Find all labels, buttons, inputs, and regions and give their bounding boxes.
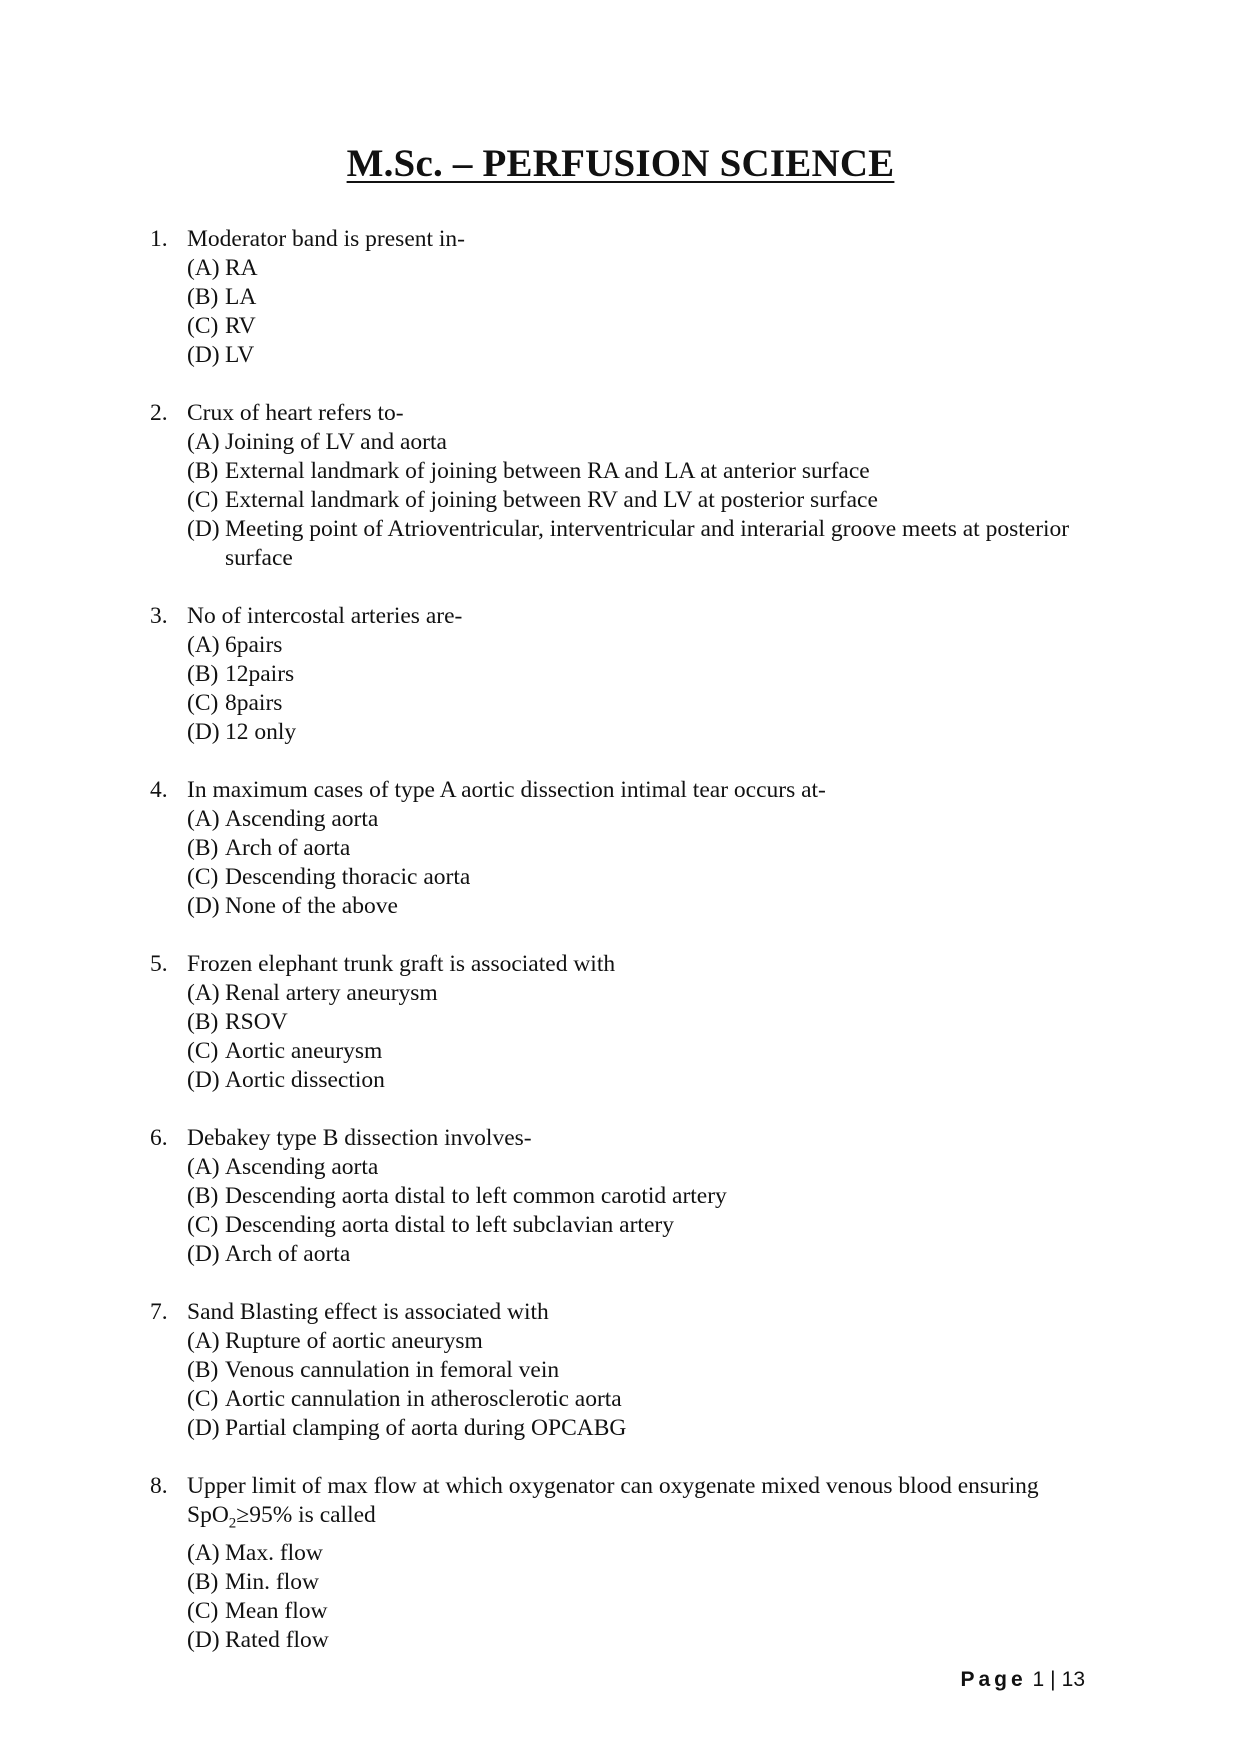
question-text: Sand Blasting effect is associated with <box>187 1299 549 1325</box>
option-letter: (D) <box>187 719 220 745</box>
question-number: 6. <box>150 1125 168 1151</box>
option-text: Renal artery aneurysm <box>225 980 438 1006</box>
option-b <box>150 283 1110 312</box>
option-text: 12pairs <box>225 661 295 687</box>
option-letter: (C) <box>187 690 219 716</box>
option-b <box>150 660 1110 689</box>
option-text: Aortic dissection <box>225 1067 385 1093</box>
option-letter: (A) <box>187 429 220 455</box>
option-letter: (C) <box>187 313 219 339</box>
option-b <box>150 457 1110 486</box>
option-text: Venous cannulation in femoral vein <box>225 1357 560 1383</box>
question-text: No of intercostal arteries are- <box>187 603 463 629</box>
option-text: Arch of aorta <box>225 835 351 861</box>
option-letter: (C) <box>187 1212 219 1238</box>
question-text <box>187 1472 1110 1539</box>
option-a <box>150 1539 1110 1568</box>
question-5 <box>150 950 1110 1095</box>
option-c <box>150 1037 1110 1066</box>
option-d <box>150 1066 1110 1095</box>
option-text: 8pairs <box>225 690 283 716</box>
question-text-main: Upper limit of max flow at which oxygenator can oxygenate mixed venous blood ensuring SpO <box>187 1473 1039 1528</box>
option-letter: (D) <box>187 1241 220 1267</box>
option-text: Arch of aorta <box>225 1241 351 1267</box>
page-title-text: M.Sc. – PERFUSION SCIENCE <box>346 142 895 185</box>
option-text: 12 only <box>225 719 297 745</box>
option-letter: (C) <box>187 864 219 890</box>
option-letter: (C) <box>187 1038 219 1064</box>
option-text: LV <box>225 342 255 368</box>
option-text: Rupture of aortic aneurysm <box>225 1328 483 1354</box>
option-text: Partial clamping of aorta during OPCABG <box>225 1415 627 1441</box>
option-text: 6pairs <box>225 632 283 658</box>
option-a <box>150 254 1110 283</box>
question-6 <box>150 1124 1110 1269</box>
option-text: RA <box>225 255 258 281</box>
option-letter: (B) <box>187 1183 219 1209</box>
option-d <box>150 1240 1110 1269</box>
page-label: Page <box>960 1668 1027 1691</box>
option-c <box>150 1211 1110 1240</box>
option-text: Rated flow <box>225 1626 329 1653</box>
option-d <box>150 341 1110 370</box>
page-footer <box>960 1668 1085 1692</box>
question-text: Crux of heart refers to- <box>187 400 404 426</box>
page-title <box>0 142 1241 186</box>
option-letter: (D) <box>187 516 220 542</box>
option-letter: (B) <box>187 661 219 687</box>
option-text: Descending thoracic aorta <box>225 864 471 890</box>
option-text: Meeting point of Atrioventricular, interventricular and interarial groove meets at posterior surface <box>225 516 1070 571</box>
option-a <box>150 805 1110 834</box>
option-text: Ascending aorta <box>225 806 379 832</box>
page-separator: | <box>1050 1668 1056 1691</box>
option-text: Max. flow <box>225 1539 323 1566</box>
option-text: None of the above <box>225 893 398 919</box>
option-letter: (A) <box>187 632 220 658</box>
question-number: 2. <box>150 400 168 426</box>
option-letter: (D) <box>187 342 220 368</box>
option-letter: (B) <box>187 1568 219 1595</box>
option-text: Descending aorta distal to left subclavian artery <box>225 1212 674 1238</box>
question-text: Frozen elephant trunk graft is associated with <box>187 951 616 977</box>
option-text: Min. flow <box>225 1568 319 1595</box>
option-letter: (D) <box>187 893 220 919</box>
question-list <box>150 225 1110 1684</box>
question-number: 7. <box>150 1299 168 1325</box>
option-a <box>150 428 1110 457</box>
option-letter: (D) <box>187 1415 220 1441</box>
option-d <box>150 515 1110 573</box>
total-pages: 13 <box>1061 1668 1085 1691</box>
option-b <box>150 1182 1110 1211</box>
option-letter: (B) <box>187 835 219 861</box>
option-c <box>150 312 1110 341</box>
option-c <box>150 486 1110 515</box>
question-text: In maximum cases of type A aortic dissection intimal tear occurs at- <box>187 777 826 803</box>
option-d <box>150 718 1110 747</box>
option-letter: (A) <box>187 1154 220 1180</box>
option-letter: (A) <box>187 1539 220 1566</box>
question-7 <box>150 1298 1110 1443</box>
question-number: 8. <box>150 1473 168 1499</box>
option-a <box>150 1153 1110 1182</box>
question-text: Moderator band is present in- <box>187 226 466 252</box>
question-text: Debakey type B dissection involves- <box>187 1125 532 1151</box>
option-text: Aortic aneurysm <box>225 1038 383 1064</box>
option-a <box>150 631 1110 660</box>
question-1 <box>150 225 1110 370</box>
option-text: External landmark of joining between RA and LA at anterior surface <box>225 458 870 484</box>
question-8 <box>150 1472 1110 1655</box>
option-b <box>150 1008 1110 1037</box>
option-letter: (B) <box>187 458 219 484</box>
option-d <box>150 892 1110 921</box>
option-text: Ascending aorta <box>225 1154 379 1180</box>
option-letter: (C) <box>187 1386 219 1412</box>
option-text: LA <box>225 284 257 310</box>
question-text-end: ≥95% is called <box>236 1502 376 1528</box>
option-text: RSOV <box>225 1009 288 1035</box>
option-letter: (A) <box>187 255 220 281</box>
option-letter: (A) <box>187 980 220 1006</box>
option-text: Joining of LV and aorta <box>225 429 447 455</box>
question-4 <box>150 776 1110 921</box>
option-letter: (A) <box>187 1328 220 1354</box>
option-letter: (D) <box>187 1626 220 1653</box>
option-c <box>150 689 1110 718</box>
option-c <box>150 1597 1110 1626</box>
question-number: 1. <box>150 226 168 252</box>
question-3 <box>150 602 1110 747</box>
option-text: RV <box>225 313 256 339</box>
option-c <box>150 863 1110 892</box>
option-a <box>150 979 1110 1008</box>
option-letter: (B) <box>187 1009 219 1035</box>
option-letter: (C) <box>187 487 219 513</box>
option-letter: (C) <box>187 1597 219 1624</box>
question-2 <box>150 399 1110 573</box>
option-text: Mean flow <box>225 1597 328 1624</box>
option-text: Aortic cannulation in atherosclerotic aorta <box>225 1386 622 1412</box>
option-b <box>150 1356 1110 1385</box>
option-d <box>150 1626 1110 1655</box>
option-b <box>150 1568 1110 1597</box>
option-c <box>150 1385 1110 1414</box>
question-number: 4. <box>150 777 168 803</box>
option-text: Descending aorta distal to left common carotid artery <box>225 1183 727 1209</box>
current-page-number: 1 <box>1032 1668 1045 1691</box>
option-b <box>150 834 1110 863</box>
option-d <box>150 1414 1110 1443</box>
question-number: 5. <box>150 951 168 977</box>
option-letter: (B) <box>187 1357 219 1383</box>
question-number: 3. <box>150 603 168 629</box>
option-letter: (A) <box>187 806 220 832</box>
option-a <box>150 1327 1110 1356</box>
subscript-2: 2 <box>228 1515 237 1532</box>
option-letter: (B) <box>187 284 219 310</box>
option-letter: (D) <box>187 1067 220 1093</box>
option-text: External landmark of joining between RV and LV at posterior surface <box>225 487 878 513</box>
